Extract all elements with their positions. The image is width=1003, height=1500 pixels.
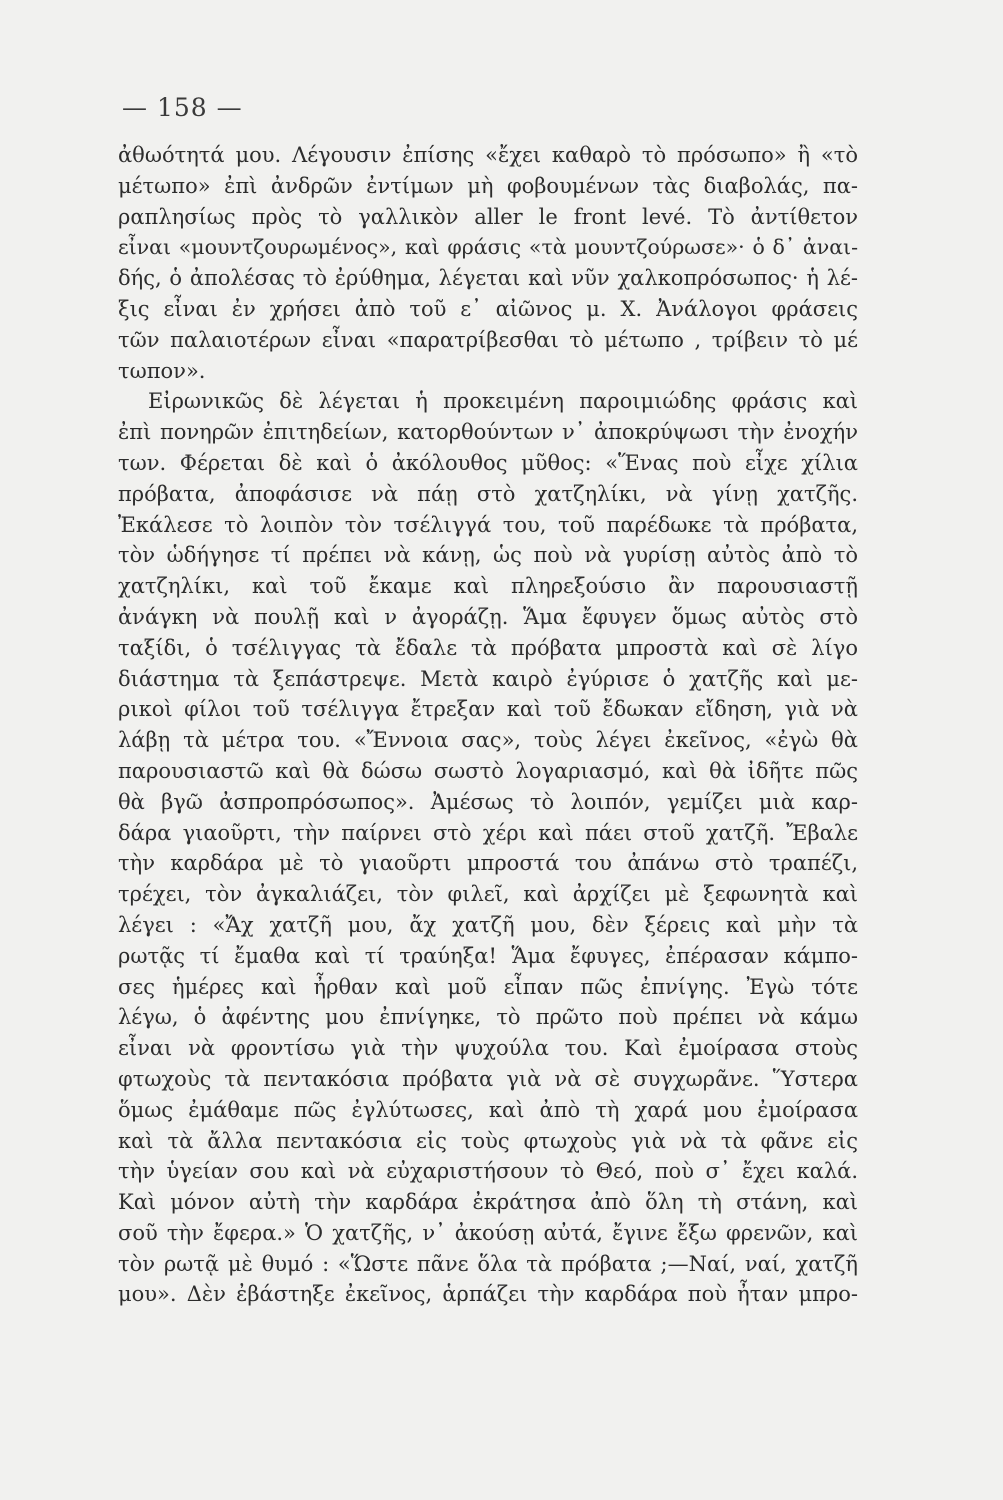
page-number: — 158 —	[122, 93, 243, 122]
text-line: λέγει : «Ἄχ χατζῆ μου, ἄχ χατζῆ μου, δὲν ξέρεις καὶ μὴν τὰ	[118, 912, 858, 937]
text-line: διάστημα τὰ ξεπάστρεψε. Μετὰ καιρὸ ἐγύρισε ὁ χατζῆς καὶ με-	[118, 666, 858, 691]
text-line: δάρα γιαοῦρτι, τὴν παίρνει στὸ χέρι καὶ πάει στοῦ χατζῆ. Ἔβαλε	[118, 820, 858, 845]
text-line: εἶναι «μουντζουρωμένος», καὶ φράσις «τὰ μουντζούρωσε»· ὁ δ᾽ ἀναι-	[118, 235, 858, 260]
text-line: σοῦ τὴν ἔφερα.» Ὁ χατζῆς, ν᾽ ἀκούσῃ αὐτά, ἔγινε ἔξω φρενῶν, καὶ	[118, 1220, 858, 1245]
text-line: δής, ὁ ἀπολέσας τὸ ἐρύθημα, λέγεται καὶ νῦν χαλκοπρόσωπος· ἡ λέ-	[118, 266, 858, 291]
text-line: ἀνάγκη νὰ πουλῇ καὶ ν ἀγοράζῃ. Ἅμα ἔφυγεν ὅμως αὐτὸς στὸ	[118, 604, 858, 629]
text-line: ραπλησίως πρὸς τὸ γαλλικὸν aller le front levé. Τὸ ἀντίθετον	[118, 204, 858, 229]
text-line: ὅμως ἐμάθαμε πῶς ἐγλύτωσες, καὶ ἀπὸ τὴ χαρά μου ἐμοίρασα	[118, 1097, 858, 1122]
text-line: χατζηλίκι, καὶ τοῦ ἔκαμε καὶ πληρεξούσιο ἂν παρουσιαστῇ	[118, 574, 858, 599]
text-line: τὸν ὡδήγησε τί πρέπει νὰ κάνῃ, ὡς ποὺ νὰ γυρίσῃ αὐτὸς ἀπὸ τὸ	[118, 543, 858, 568]
text-line: καὶ τὰ ἄλλα πεντακόσια εἰς τοὺς φτωχοὺς γιὰ νὰ τὰ φᾶνε εἰς	[118, 1128, 858, 1153]
text-line: μέτωπο» ἐπὶ ἀνδρῶν ἐντίμων μὴ φοβουμένων τὰς διαβολάς, πα-	[118, 173, 858, 198]
text-line: πρόβατα, ἀποφάσισε νὰ πάῃ στὸ χατζηλίκι, νὰ γίνῃ χατζῆς.	[118, 481, 858, 506]
text-line: λέγω, ὁ ἀφέντης μου ἐπνίγηκε, τὸ πρῶτο ποὺ πρέπει νὰ κάμω	[118, 1005, 858, 1030]
text-line: λάβῃ τὰ μέτρα του. «Ἔννοια σας», τοὺς λέγει ἐκεῖνος, «ἐγὼ θὰ	[118, 728, 858, 753]
text-line: Εἰρωνικῶς δὲ λέγεται ἡ προκειμένη παροιμιώδης φράσις καὶ	[148, 389, 858, 414]
text-line: τρέχει, τὸν ἀγκαλιάζει, τὸν φιλεῖ, καὶ ἀρχίζει μὲ ξεφωνητὰ καὶ	[118, 882, 858, 907]
text-line: τῶν παλαιοτέρων εἶναι «παρατρίβεσθαι τὸ μέτωπο , τρίβειν τὸ μέ	[118, 327, 858, 352]
text-line: τωπον».	[118, 358, 206, 383]
text-line: εἶναι νὰ φροντίσω γιὰ τὴν ψυχούλα του. Καὶ ἐμοίρασα στοὺς	[118, 1036, 858, 1061]
text-line: μου». Δὲν ἐβάστηξε ἐκεῖνος, ἁρπάζει τὴν καρδάρα ποὺ ἦταν μπρο-	[118, 1282, 858, 1307]
text-line: παρουσιαστῶ καὶ θὰ δώσω σωστὸ λογαριασμό, καὶ θὰ ἰδῆτε πῶς	[118, 758, 858, 783]
text-line: ταξίδι, ὁ τσέλιγγας τὰ ἔδαλε τὰ πρόβατα μπροστὰ καὶ σὲ λίγο	[118, 635, 858, 660]
text-line: τὸν ρωτᾷ μὲ θυμό : «Ὥστε πᾶνε ὅλα τὰ πρόβατα ;—Ναί, ναί, χατζῆ	[118, 1251, 858, 1276]
body-text	[118, 140, 858, 1310]
text-line: Ἐκάλεσε τὸ λοιπὸν τὸν τσέλιγγά του, τοῦ παρέδωκε τὰ πρόβατα,	[118, 512, 858, 537]
text-line: τὴν ὑγείαν σου καὶ νὰ εὐχαριστήσουν τὸ Θεό, ποὺ σ᾽ ἔχει καλά.	[118, 1159, 858, 1184]
text-line: τὴν καρδάρα μὲ τὸ γιαοῦρτι μπροστά του ἀπάνω στὸ τραπέζι,	[118, 851, 858, 876]
text-line: ἀθωότητά μου. Λέγουσιν ἐπίσης «ἔχει καθαρὸ τὸ πρόσωπο» ἢ «τὸ	[118, 143, 858, 167]
text-line: θὰ βγῶ ἀσπροπρόσωπος». Ἀμέσως τὸ λοιπόν, γεμίζει μιὰ καρ-	[118, 789, 858, 814]
text-line: των. Φέρεται δὲ καὶ ὁ ἀκόλουθος μῦθος: «Ἕνας ποὺ εἶχε χίλια	[118, 450, 858, 475]
text-line: ξις εἶναι ἐν χρήσει ἀπὸ τοῦ ε᾽ αἰῶνος μ. Χ. Ἀνάλογοι φράσεις	[118, 296, 858, 321]
text-line: φτωχοὺς τὰ πεντακόσια πρόβατα γιὰ νὰ σὲ συγχωρᾶνε. Ὕστερα	[118, 1066, 858, 1091]
text-line: ρωτᾷς τί ἔμαθα καὶ τί τραύηξα! Ἅμα ἔφυγες, ἐπέρασαν κάμπο-	[118, 943, 858, 968]
text-line: ρικοὶ φίλοι τοῦ τσέλιγγα ἔτρεξαν καὶ τοῦ ἔδωκαν εἴδηση, γιὰ νὰ	[118, 697, 858, 722]
text-line: Καὶ μόνον αὐτὴ τὴν καρδάρα ἐκράτησα ἀπὸ ὅλη τὴ στάνη, καὶ	[118, 1190, 858, 1215]
text-line: σες ἡμέρες καὶ ἦρθαν καὶ μοῦ εἶπαν πῶς ἐπνίγης. Ἐγὼ τότε	[118, 974, 858, 999]
text-line: ἐπὶ πονηρῶν ἐπιτηδείων, κατορθούντων ν᾽ ἀποκρύψωσι τὴν ἐνοχήν	[118, 420, 858, 445]
